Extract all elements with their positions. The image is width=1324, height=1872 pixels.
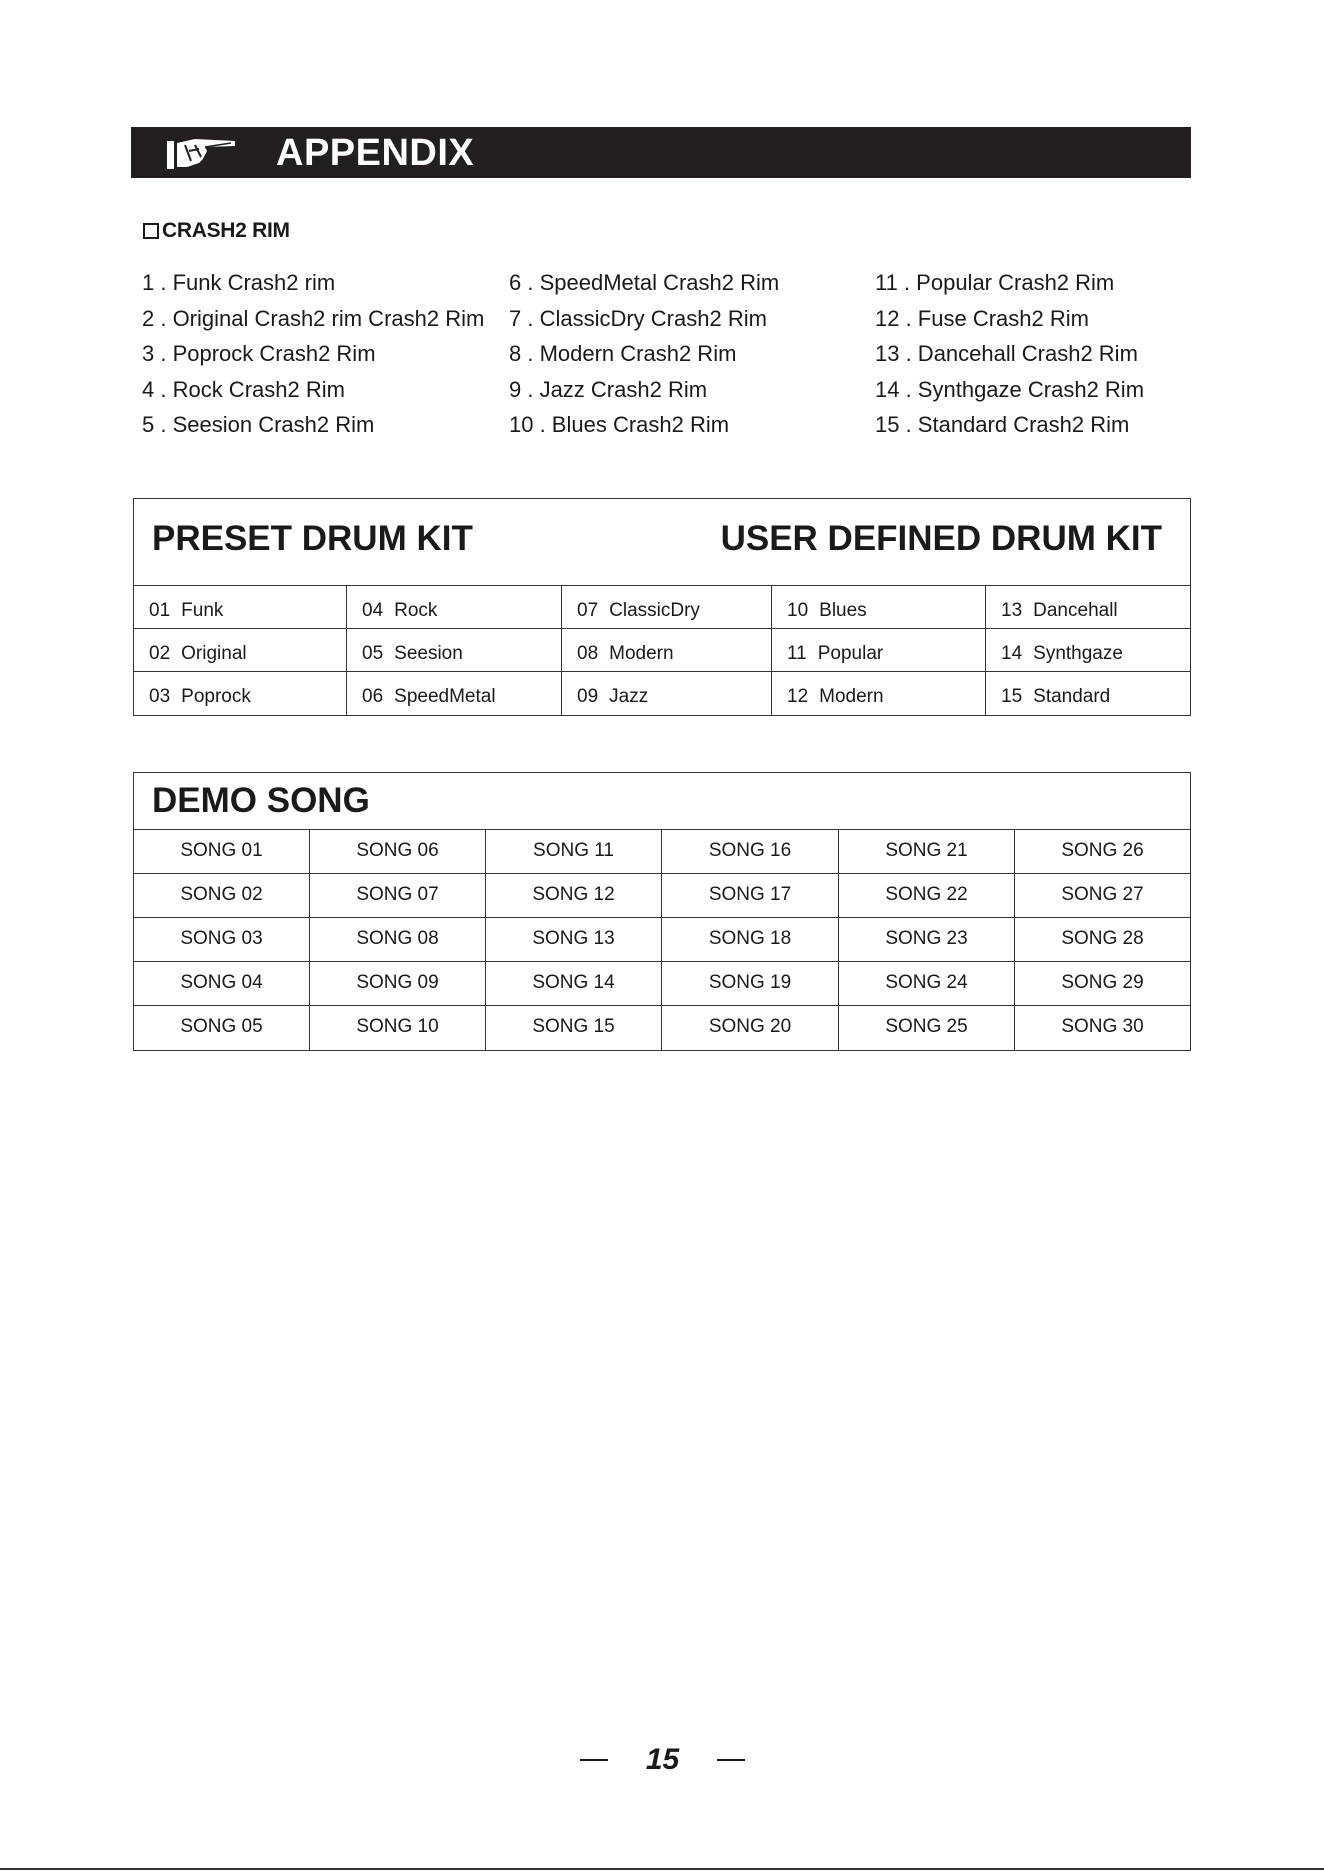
table-cell: [772, 672, 986, 715]
demo-song-cell: SONG 18: [662, 918, 839, 962]
list-item: 13 . Dancehall Crash2 Rim: [875, 341, 1138, 366]
crash-rim-heading: [143, 219, 290, 243]
demo-song-cell: SONG 14: [486, 962, 662, 1006]
demo-song-cell: SONG 28: [1015, 918, 1190, 962]
demo-song-table: [133, 772, 1191, 1051]
list-item: 9 . Jazz Crash2 Rim: [509, 376, 708, 402]
page-bottom-rule: [0, 1868, 1324, 1870]
demo-song-cell: SONG 09: [310, 962, 486, 1006]
table-cell: [562, 672, 772, 715]
table-cell: [562, 629, 772, 672]
demo-song-cell: SONG 02: [134, 874, 310, 918]
list-item: 3 . Poprock Crash2 Rim: [142, 341, 376, 366]
kit-number: 13: [1001, 600, 1023, 621]
pointing-hand-icon: [161, 131, 241, 175]
kit-number: 12: [787, 686, 809, 707]
table-cell: [562, 586, 772, 629]
drum-kit-table: [133, 498, 1191, 716]
kit-number: 09: [577, 686, 599, 707]
user-defined-drum-kit-title: USER DEFINED DRUM KIT: [720, 519, 1162, 558]
kit-number: 01: [149, 600, 171, 621]
kit-name: SpeedMetal: [394, 686, 496, 707]
crash-rim-heading-label: CRASH2 RIM: [162, 219, 290, 242]
checkbox-square-icon: [143, 223, 159, 239]
demo-song-cell: SONG 19: [662, 962, 839, 1006]
kit-number: 11: [787, 643, 807, 664]
table-cell: [134, 586, 347, 629]
table-cell: [772, 629, 986, 672]
demo-song-cell: SONG 21: [839, 830, 1015, 874]
kit-number: 03: [149, 686, 171, 707]
appendix-banner: [131, 127, 1191, 178]
page-number: 15: [645, 1743, 680, 1776]
kit-name: Poprock: [181, 686, 251, 707]
kit-number: 07: [577, 600, 599, 621]
demo-song-cell: SONG 17: [662, 874, 839, 918]
demo-song-cell: SONG 05: [134, 1006, 310, 1050]
kit-name: Modern: [609, 643, 674, 664]
demo-song-cell: SONG 10: [310, 1006, 486, 1050]
kit-number: 15: [1001, 686, 1023, 707]
list-item: 5 . Seesion Crash2 Rim: [142, 412, 375, 437]
kit-name: Jazz: [609, 686, 649, 707]
demo-song-cell: SONG 06: [310, 830, 486, 874]
kit-name: Popular: [817, 643, 884, 664]
demo-song-cell: SONG 04: [134, 962, 310, 1006]
kit-name: Blues: [819, 600, 867, 621]
appendix-title: APPENDIX: [276, 132, 475, 174]
demo-song-cell: SONG 01: [134, 830, 310, 874]
demo-song-cell: SONG 08: [310, 918, 486, 962]
demo-song-cell: SONG 13: [486, 918, 662, 962]
list-item: 11 . Popular Crash2 Rim: [875, 270, 1115, 295]
kit-number: 08: [577, 643, 599, 664]
table-cell: [986, 586, 1190, 629]
drum-kit-grid: [134, 586, 1190, 715]
table-cell: [772, 586, 986, 629]
kit-name: Rock: [394, 600, 438, 621]
kit-name: ClassicDry: [609, 600, 700, 621]
kit-name: Seesion: [394, 643, 463, 664]
demo-song-cell: SONG 12: [486, 874, 662, 918]
kit-number: 05: [362, 643, 384, 664]
kit-name: Synthgaze: [1033, 643, 1123, 664]
list-item: 4 . Rock Crash2 Rim: [142, 376, 345, 402]
demo-song-cell: SONG 22: [839, 874, 1015, 918]
demo-song-cell: SONG 20: [662, 1006, 839, 1050]
demo-song-cell: SONG 25: [839, 1006, 1015, 1050]
divider: [717, 1759, 745, 1761]
table-cell: [134, 672, 347, 715]
list-item: 14 . Synthgaze Crash2 Rim: [875, 376, 1145, 402]
demo-song-cell: SONG 11: [486, 830, 662, 874]
kit-number: 02: [149, 643, 171, 664]
table-cell: [347, 586, 562, 629]
table-cell: [347, 672, 562, 715]
crash-rim-column-2: [509, 265, 779, 443]
demo-song-cell: SONG 26: [1015, 830, 1190, 874]
page-number-footer: [580, 1740, 745, 1780]
list-item: 2 . Original Crash2 rim Crash2 Rim: [142, 305, 485, 331]
demo-song-cell: SONG 16: [662, 830, 839, 874]
demo-song-cell: SONG 27: [1015, 874, 1190, 918]
list-item: 6 . SpeedMetal Crash2 Rim: [509, 270, 780, 295]
kit-number: 14: [1001, 643, 1023, 664]
list-item: 1 . Funk Crash2 rim: [142, 270, 336, 295]
demo-song-cell: SONG 07: [310, 874, 486, 918]
list-item: 8 . Modern Crash2 Rim: [509, 341, 737, 366]
kit-name: Funk: [181, 600, 224, 621]
demo-song-header: [134, 773, 1190, 830]
demo-song-cell: SONG 24: [839, 962, 1015, 1006]
crash-rim-column-3: [875, 265, 1144, 443]
kit-name: Standard: [1033, 686, 1111, 707]
kit-name: Modern: [819, 686, 884, 707]
crash-rim-column-1: [142, 265, 484, 443]
list-item: 12 . Fuse Crash2 Rim: [875, 305, 1089, 331]
preset-drum-kit-title: PRESET DRUM KIT: [152, 519, 473, 558]
list-item: 15 . Standard Crash2 Rim: [875, 412, 1130, 437]
table-cell: [986, 672, 1190, 715]
table-cell: [347, 629, 562, 672]
kit-number: 06: [362, 686, 384, 707]
demo-song-cell: SONG 03: [134, 918, 310, 962]
demo-song-cell: SONG 30: [1061, 1016, 1144, 1037]
demo-song-cell: SONG 23: [839, 918, 1015, 962]
demo-song-cell: SONG 29: [1015, 962, 1190, 1006]
kit-name: Original: [181, 643, 247, 664]
table-cell: [986, 629, 1190, 672]
drum-kit-header: [134, 499, 1190, 586]
kit-number: 04: [362, 600, 384, 621]
list-item: 7 . ClassicDry Crash2 Rim: [509, 305, 767, 331]
list-item: 10 . Blues Crash2 Rim: [509, 412, 730, 437]
demo-song-cell: SONG 15: [486, 1006, 662, 1050]
divider: [580, 1759, 608, 1761]
demo-song-grid: [134, 830, 1190, 1050]
table-cell: [134, 629, 347, 672]
kit-number: 10: [787, 600, 809, 621]
demo-song-title: DEMO SONG: [152, 781, 370, 820]
kit-name: Dancehall: [1033, 600, 1118, 621]
